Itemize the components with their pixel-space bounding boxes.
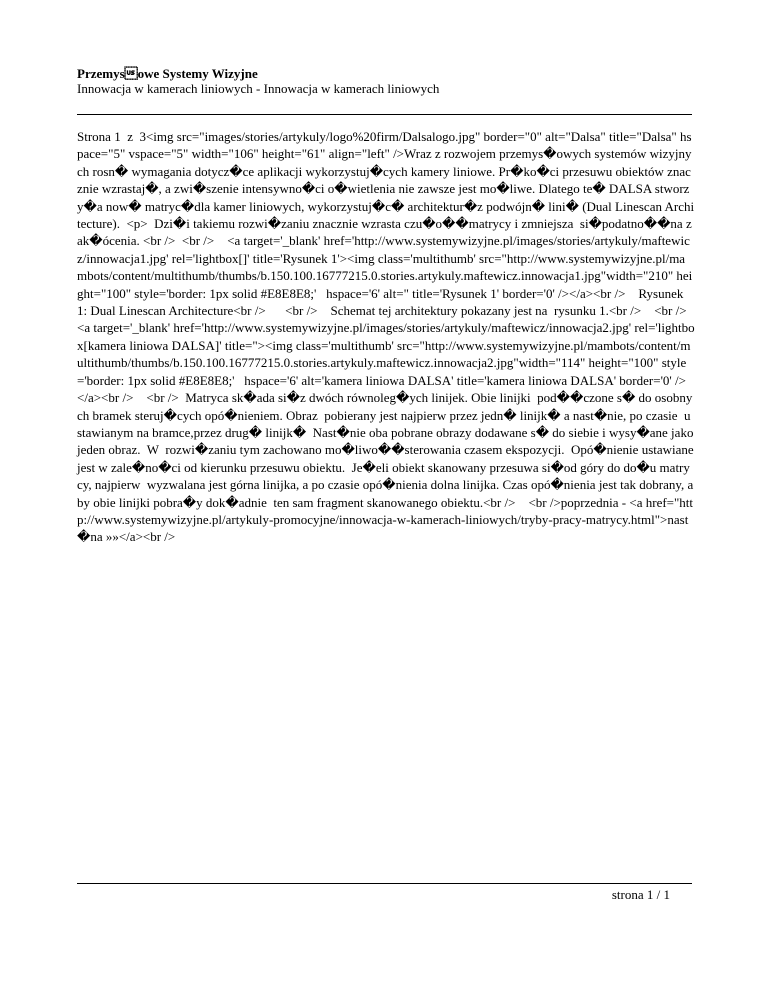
article-subtitle: Innowacja w kamerach liniowych - Innowacja w kamerach liniowych — [77, 81, 440, 96]
document-header — [77, 66, 697, 96]
site-title: Przemys owe Systemy Wizyjne — [77, 66, 258, 81]
header-divider — [77, 114, 692, 115]
footer-divider — [77, 883, 692, 884]
article-body: Strona 1 z 3<img src="images/stories/artykuly/logo%20firm/Dalsalogo.jpg" border="0" alt="Dalsa" title="Dalsa" hspace="5" vspace="5" width="106" height="61" align="left" />Wraz z rozwojem przemys�owych systemów wizyjnych rosn� wymagania dotycz�ce aplikacji wykorzystuj�cych kamery liniowe. Pr�ko�ci przesuwu obiektów znacznie wzrastaj�, a zwi�szenie intensywno�ci o�wietlenia nie zawsze jest mo�liwe. Dlatego te� DALSA stworzy�a now� matryc�dla kamer liniowych, wykorzystuj�c� architektur�z podwójn� lini� (Dual Linescan Architecture). <p> Dzi�i takiemu rozwi�zaniu znacznie wzrasta czu�o��matrycy i zmniejsza si�podatno��na zak�ócenia. <br /> <br /> <a target='_blank' href='http://www.systemywizyjne.pl/images/stories/artykuly/maftewicz/innowacja1.jpg' rel='lightbox[]' title='Rysunek 1'><img class='multithumb' src="http://www.systemywizyjne.pl/mambots/content/multithumb/thumbs/b.150.100.16777215.0.stories.artykuly.maftewicz.innowacja1.jpg"width="210" height="100" style='border: 1px solid #E8E8E8;' hspace='6' alt=" title='Rysunek 1' border='0' /></a><br /> Rysunek 1: Dual Linescan Architecture<br /> <br /> Schemat tej architektury pokazany jest na rysunku 1.<br /> <br /> <a target='_blank' href='http://www.systemywizyjne.pl/images/stories/artykuly/maftewicz/innowacja2.jpg' rel='lightbox[kamera liniowa DALSA]' title="><img class='multithumb' src="http://www.systemywizyjne.pl/mambots/content/multithumb/thumbs/b.150.100.16777215.0.stories.artykuly.maftewicz.innowacja2.jpg"width="114" height="100" style='border: 1px solid #E8E8E8;' hspace='6' alt='kamera liniowa DALSA' title='kamera liniowa DALSA' border='0' /></a><br /> <br /> Matryca sk�ada si�z dwóch równoleg�ych linijek. Obie linijki pod��czone s� do osobnych bramek steruj�cych opó�nieniem. Obraz pobierany jest najpierw przez jedn� linijk� a nast�nie, po czasie ustawianym na bramce,przez drug� linijk� Nast�nie oba pobrane obrazy dodawane s� do siebie i wysy�ane jako jeden obraz. W rozwi�zaniu tym zachowano mo�liwo��sterowania czasem ekspozycji. Opó�nienie ustawiane jest w zale�no�ci od kierunku przesuwu obiektu. Je�eli obiekt skanowany przesuwa si�od góry do do�u matrycy, najpierw wyzwalana jest górna linijka, a po czasie opó�nienia dolna linijka. Czas opó�nienia jest tak dobrany, aby obie linijki pobra�y dok�adnie ten sam fragment skanowanego obiektu.<br /> <br />poprzednia - <a href="http://www.systemywizyjne.pl/artykuly-promocyjne/innowacja-w-kamerach-liniowych/tryby-pracy-matrycy.html">nast�na »»</a><br /> — [77, 129, 700, 545]
page-number: strona 1 / 1 — [611, 887, 670, 902]
